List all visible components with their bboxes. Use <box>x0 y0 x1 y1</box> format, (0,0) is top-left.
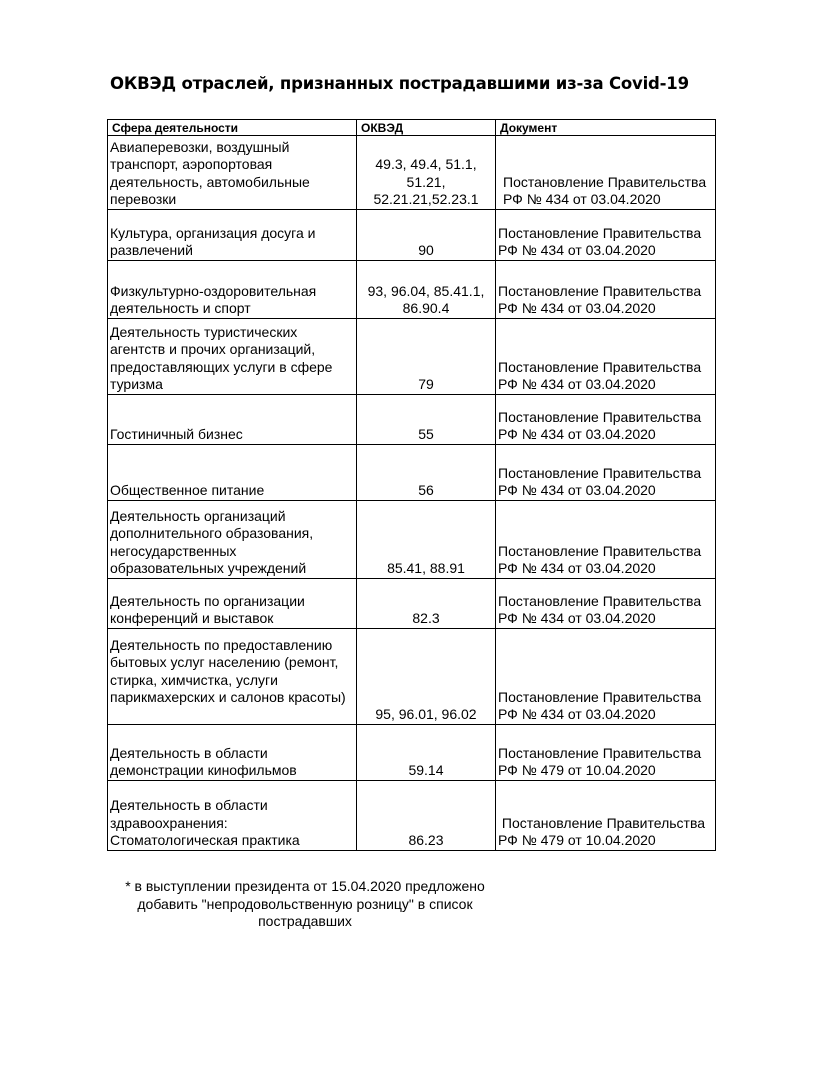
document-line: Постановление Правительства <box>498 744 702 761</box>
document-line: РФ № 434 от 03.04.2020 <box>503 191 661 208</box>
cell-document <box>496 395 716 445</box>
table-row <box>108 261 716 319</box>
cell-sphere: Авиаперевозки, воздушный транспорт, аэропортовая деятельность, автомобильные перевозки <box>108 136 357 210</box>
cell-sphere: Общественное питание <box>108 445 357 501</box>
cell-sphere: Деятельность в области здравоохранения: Стоматологическая практика <box>108 781 357 851</box>
table-row <box>108 445 716 501</box>
table-row <box>108 579 716 629</box>
cell-okved: 55 <box>357 395 496 445</box>
document-line: Постановление Правительства <box>498 542 702 559</box>
table-row <box>108 781 716 851</box>
cell-okved: 93, 96.04, 85.41.1, 86.90.4 <box>357 261 496 319</box>
cell-document <box>496 501 716 579</box>
cell-sphere: Культура, организация досуга и развлечений <box>108 210 357 261</box>
cell-document <box>496 725 716 781</box>
table-header-row <box>108 120 716 136</box>
cell-sphere: Гостиничный бизнес <box>108 395 357 445</box>
cell-sphere <box>108 629 357 725</box>
cell-okved: 79 <box>357 319 496 395</box>
cell-document <box>496 445 716 501</box>
document-line: РФ № 434 от 03.04.2020 <box>498 706 656 723</box>
document-line: РФ № 479 от 10.04.2020 <box>498 762 656 779</box>
table-row <box>108 210 716 261</box>
document-line: РФ № 434 от 03.04.2020 <box>498 376 656 393</box>
cell-document <box>496 210 716 261</box>
cell-document <box>496 629 716 725</box>
table-row <box>108 395 716 445</box>
cell-sphere: Деятельность туристических агентств и прочих организаций, предоставляющих услуги в сфере туризма <box>108 319 357 395</box>
header-document: Документ <box>496 120 716 136</box>
document-line: РФ № 434 от 03.04.2020 <box>498 242 656 259</box>
okved-table <box>107 119 716 851</box>
document-line: Постановление Правительства <box>498 688 702 705</box>
cell-sphere: Физкультурно-оздоровительная деятельность и спорт <box>108 261 357 319</box>
cell-okved: 56 <box>357 445 496 501</box>
cell-document <box>496 319 716 395</box>
sphere-text: Деятельность по предоставлению бытовых услуг населению (ремонт, стирка, химчистка, услуги парикмахерских и салонов красоты) <box>110 636 346 706</box>
cell-okved: 95, 96.01, 96.02 <box>357 629 496 725</box>
header-okved: ОКВЭД <box>357 120 496 136</box>
document-line: Постановление Правительства <box>503 173 707 190</box>
cell-sphere: Деятельность по организации конференций и выставок <box>108 579 357 629</box>
table-row <box>108 136 716 210</box>
cell-okved: 82.3 <box>357 579 496 629</box>
cell-document <box>496 579 716 629</box>
table-row <box>108 319 716 395</box>
document-line: РФ № 434 от 03.04.2020 <box>498 610 656 627</box>
header-sphere: Сфера деятельности <box>108 120 357 136</box>
cell-document <box>496 261 716 319</box>
document-line: Постановление Правительства <box>498 408 702 425</box>
table-row <box>108 629 716 725</box>
cell-sphere: Деятельность в области демонстрации кинофильмов <box>108 725 357 781</box>
cell-okved: 49.3, 49.4, 51.1, 51.21, 52.21.21,52.23.1 <box>357 136 496 210</box>
document-line: Постановление Правительства <box>498 464 702 481</box>
document-line: Постановление Правительства <box>498 224 702 241</box>
document-line: РФ № 434 от 03.04.2020 <box>498 426 656 443</box>
cell-document <box>496 136 716 210</box>
document-line: РФ № 434 от 03.04.2020 <box>498 300 656 317</box>
page-title: ОКВЭД отраслей, признанных пострадавшими из-за Covid-19 <box>110 74 689 93</box>
document-line: Постановление Правительства <box>498 282 702 299</box>
document-line: РФ № 434 от 03.04.2020 <box>498 560 656 577</box>
cell-sphere: Деятельность организаций дополнительного образования, негосударственных образовательных учреждений <box>108 501 357 579</box>
document-line: РФ № 479 от 10.04.2020 <box>498 832 656 849</box>
document-line: Постановление Правительства <box>498 814 706 831</box>
cell-okved: 86.23 <box>357 781 496 851</box>
document-line: Постановление Правительства <box>498 592 702 609</box>
cell-document <box>496 781 716 851</box>
cell-okved: 85.41, 88.91 <box>357 501 496 579</box>
table-row <box>108 501 716 579</box>
document-line: Постановление Правительства <box>498 358 702 375</box>
cell-okved: 59.14 <box>357 725 496 781</box>
cell-okved: 90 <box>357 210 496 261</box>
table-row <box>108 725 716 781</box>
document-line: РФ № 434 от 03.04.2020 <box>498 482 656 499</box>
footnote: * в выступлении президента от 15.04.2020 предложено добавить "непродовольственную розницу" в список пострадавших <box>125 878 485 929</box>
